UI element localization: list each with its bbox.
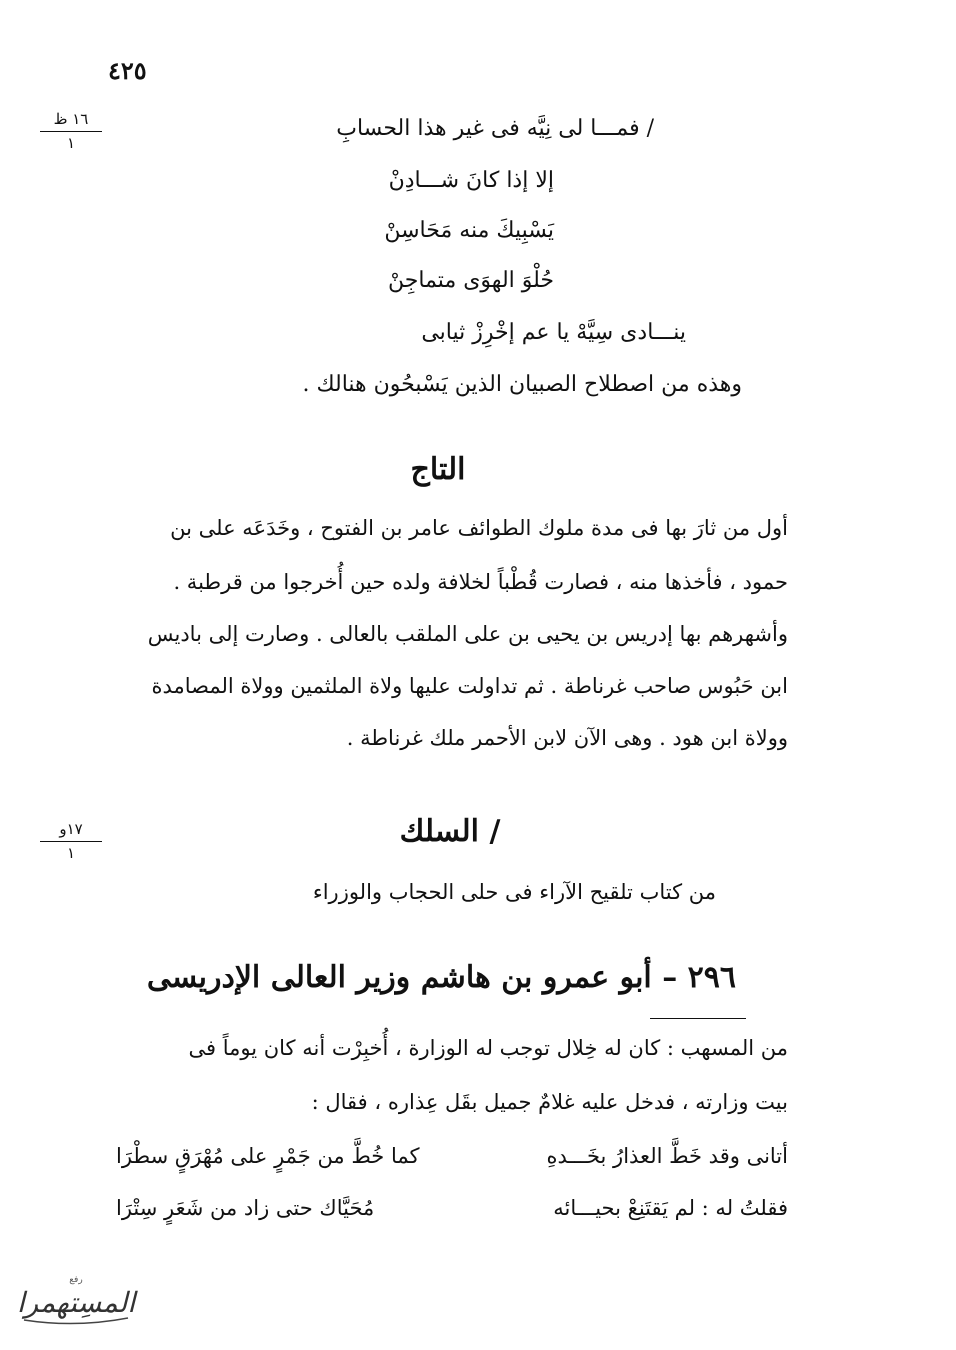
page-number: ٤٢٥	[108, 56, 147, 85]
section-subtitle: من كتاب تلقيح الآراء فى حلى الحجاب والوزراء	[312, 880, 716, 904]
poem-line: إلا إذا كانَ شـــادِنْ	[388, 168, 554, 193]
paragraph-line: أول من ثارَ بها فى مدة ملوك الطوائف عامر بن الفتوح ، وخَدَعَه على بن	[170, 516, 788, 540]
poem-note: وهذه من اصطلاح الصبيان الذين يَسْبحُون هنالك .	[302, 372, 742, 397]
watermark-small-text: رفع	[69, 1275, 83, 1285]
verse-hemistich-right: أتانى وقد خَطَّ العذارُ بخَـــدهِ	[546, 1144, 788, 1168]
marginal-note-bottom: ١	[66, 844, 76, 862]
title-underline	[650, 1018, 746, 1019]
poem-line: ينـــادى سِيَّهْ يا عم إخْرِزْ ثيابى	[421, 320, 686, 345]
paragraph-line: حمود ، فأخذها منه ، فصارت قُطْباً لخلافة ولده حين أُخرجوا من قرطبة .	[173, 570, 788, 594]
poem-line: يَسْبِيكَ منه مَحَاسِنْ	[384, 218, 554, 243]
verse-hemistich-left: مُحَيَّاك حتى زاد من شَعَرٍ سِتْرَا	[116, 1196, 375, 1220]
watermark-logo	[14, 1270, 138, 1328]
paragraph-line: من المسهب : كان له خِلال توجب له الوزارة ، أُخبِرْت أنه كان يوماً فى	[188, 1036, 788, 1060]
section-title-salak: / السلك	[399, 814, 501, 849]
marginal-note-2	[40, 820, 102, 862]
watermark-text: المسِتهمرا	[16, 1286, 136, 1319]
paragraph-line: وأشهرهم بها إدريس بن يحيى بن على الملقب بالعالى . وصارت إلى باديس	[147, 622, 788, 646]
paragraph-line: ابن حَبُوس صاحب غرناطة . ثم تداولت عليها ولاة الملثمين وولاة المصامدة	[151, 674, 788, 698]
verse-hemistich-right: فقلتُ له : لم يَقتَنِعْ بحيـــائه	[553, 1196, 788, 1220]
marginal-note-top: ١٧و	[40, 820, 102, 842]
verse-hemistich-left: كما خُطَّ من جَمْرٍ على مُهْرَقٍ سطْرَا	[116, 1144, 420, 1168]
poem-line: حُلْوَ الهوَى متماجِنْ	[388, 268, 554, 293]
poem-line: / فمـــا لى نِيَّه فى غير هذا الحسابِ	[336, 116, 654, 141]
paragraph-line: بيت وزارته ، فدخل عليه غلامٌ جميل بقَل عِذاره ، فقال :	[311, 1090, 788, 1114]
marginal-note-1	[40, 110, 102, 152]
entry-title: ٢٩٦ – أبو عمرو بن هاشم وزير العالى الإدريسى	[146, 960, 736, 995]
section-title-taj: التاج	[410, 452, 466, 487]
paragraph-line: وولاة ابن هود . وهى الآن لابن الأحمر ملك غرناطة .	[346, 726, 788, 750]
marginal-note-bottom: ١	[66, 134, 76, 152]
marginal-note-top: ١٦ ظ	[40, 110, 102, 132]
